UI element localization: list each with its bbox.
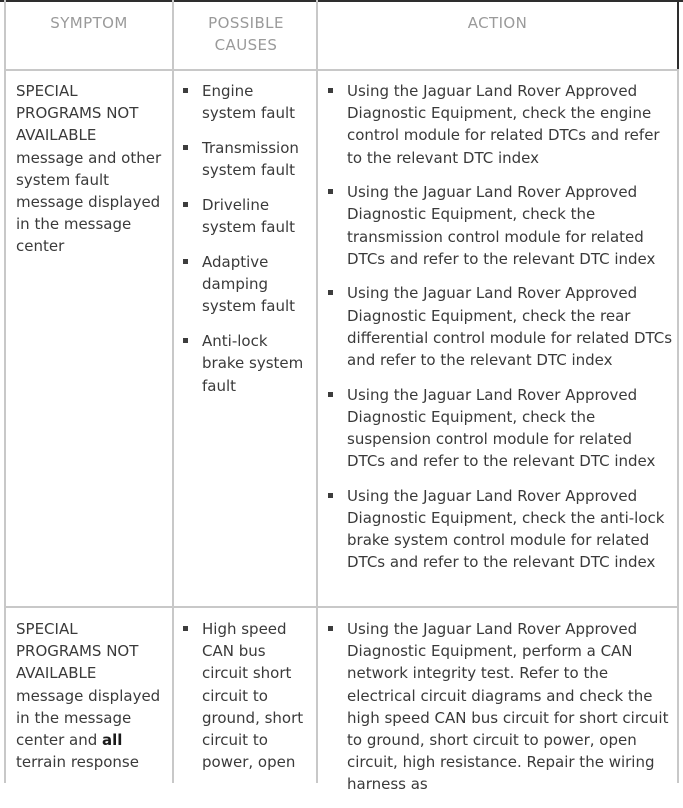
bullet-icon [183, 626, 188, 631]
bullet-icon [328, 290, 333, 295]
column-divider-right-header [677, 0, 679, 70]
bullet-icon [328, 493, 333, 498]
symptom-cell: SPECIAL PROGRAMS NOT AVAILABLE message displayed in the message center and all terrain response [16, 620, 161, 772]
symptom-text: message and other system fault message displayed in the message center [16, 148, 162, 256]
column-divider-causes-action [316, 0, 318, 783]
causes-cell [182, 618, 310, 786]
column-divider-symptom-causes [172, 0, 174, 783]
column-divider-left [4, 0, 6, 783]
list-item: Using the Jaguar Land Rover Approved Diagnostic Equipment, check the anti-lock brake system control module for related DTCs and refer to the relevant DTC index [327, 485, 673, 574]
bullet-icon [328, 626, 333, 631]
causes-cell [182, 80, 310, 409]
list-item: Using the Jaguar Land Rover Approved Diagnostic Equipment, check the suspension control module for related DTCs and refer to the relevant DTC index [327, 384, 673, 473]
list-item: Using the Jaguar Land Rover Approved Diagnostic Equipment, check the rear differential control module for related DTCs and refer to the relevant DTC index [327, 282, 673, 371]
bullet-icon [183, 202, 188, 207]
list-item: High speed CAN bus circuit short circuit to ground, short circuit to power, open [182, 618, 310, 773]
symptom-caps: SPECIAL PROGRAMS NOT AVAILABLE [16, 82, 139, 145]
list-item: Anti-lock brake system fault [182, 330, 310, 397]
bullet-icon [183, 338, 188, 343]
action-cell [327, 618, 673, 808]
header-symptom: SYMPTOM [50, 14, 128, 32]
list-item: Engine system fault [182, 80, 310, 124]
list-item: Transmission system fault [182, 137, 310, 181]
list-item: Adaptive damping system fault [182, 251, 310, 318]
column-divider-right [677, 70, 679, 783]
bullet-icon [183, 145, 188, 150]
list-item: Driveline system fault [182, 194, 310, 238]
list-item: Using the Jaguar Land Rover Approved Diagnostic Equipment, check the transmission control module for related DTCs and refer to the relevant DTC index [327, 181, 673, 270]
header-row-border [6, 69, 679, 71]
row-divider [6, 606, 679, 608]
bullet-icon [183, 88, 188, 93]
bullet-icon [328, 392, 333, 397]
bullet-icon [183, 259, 188, 264]
list-item: Using the Jaguar Land Rover Approved Diagnostic Equipment, perform a CAN network integrity test. Refer to the electrical circuit diagrams and check the high speed CAN bus circuit for short circuit to ground, short circuit to power, open circuit, high resistance. Repair the wiring harness as [327, 618, 673, 796]
bullet-icon [328, 88, 333, 93]
symptom-cell [16, 80, 164, 258]
symptom-caps: SPECIAL PROGRAMS NOT AVAILABLE [16, 620, 139, 683]
list-item: Using the Jaguar Land Rover Approved Diagnostic Equipment, check the engine control module for related DTCs and refer to the relevant DTC index [327, 80, 673, 169]
table-top-border [0, 0, 683, 2]
bullet-icon [328, 189, 333, 194]
header-possible-causes: POSSIBLE CAUSES [208, 14, 284, 54]
action-cell [327, 80, 673, 586]
emphasis-text: all [102, 731, 123, 750]
header-action: ACTION [467, 14, 528, 32]
